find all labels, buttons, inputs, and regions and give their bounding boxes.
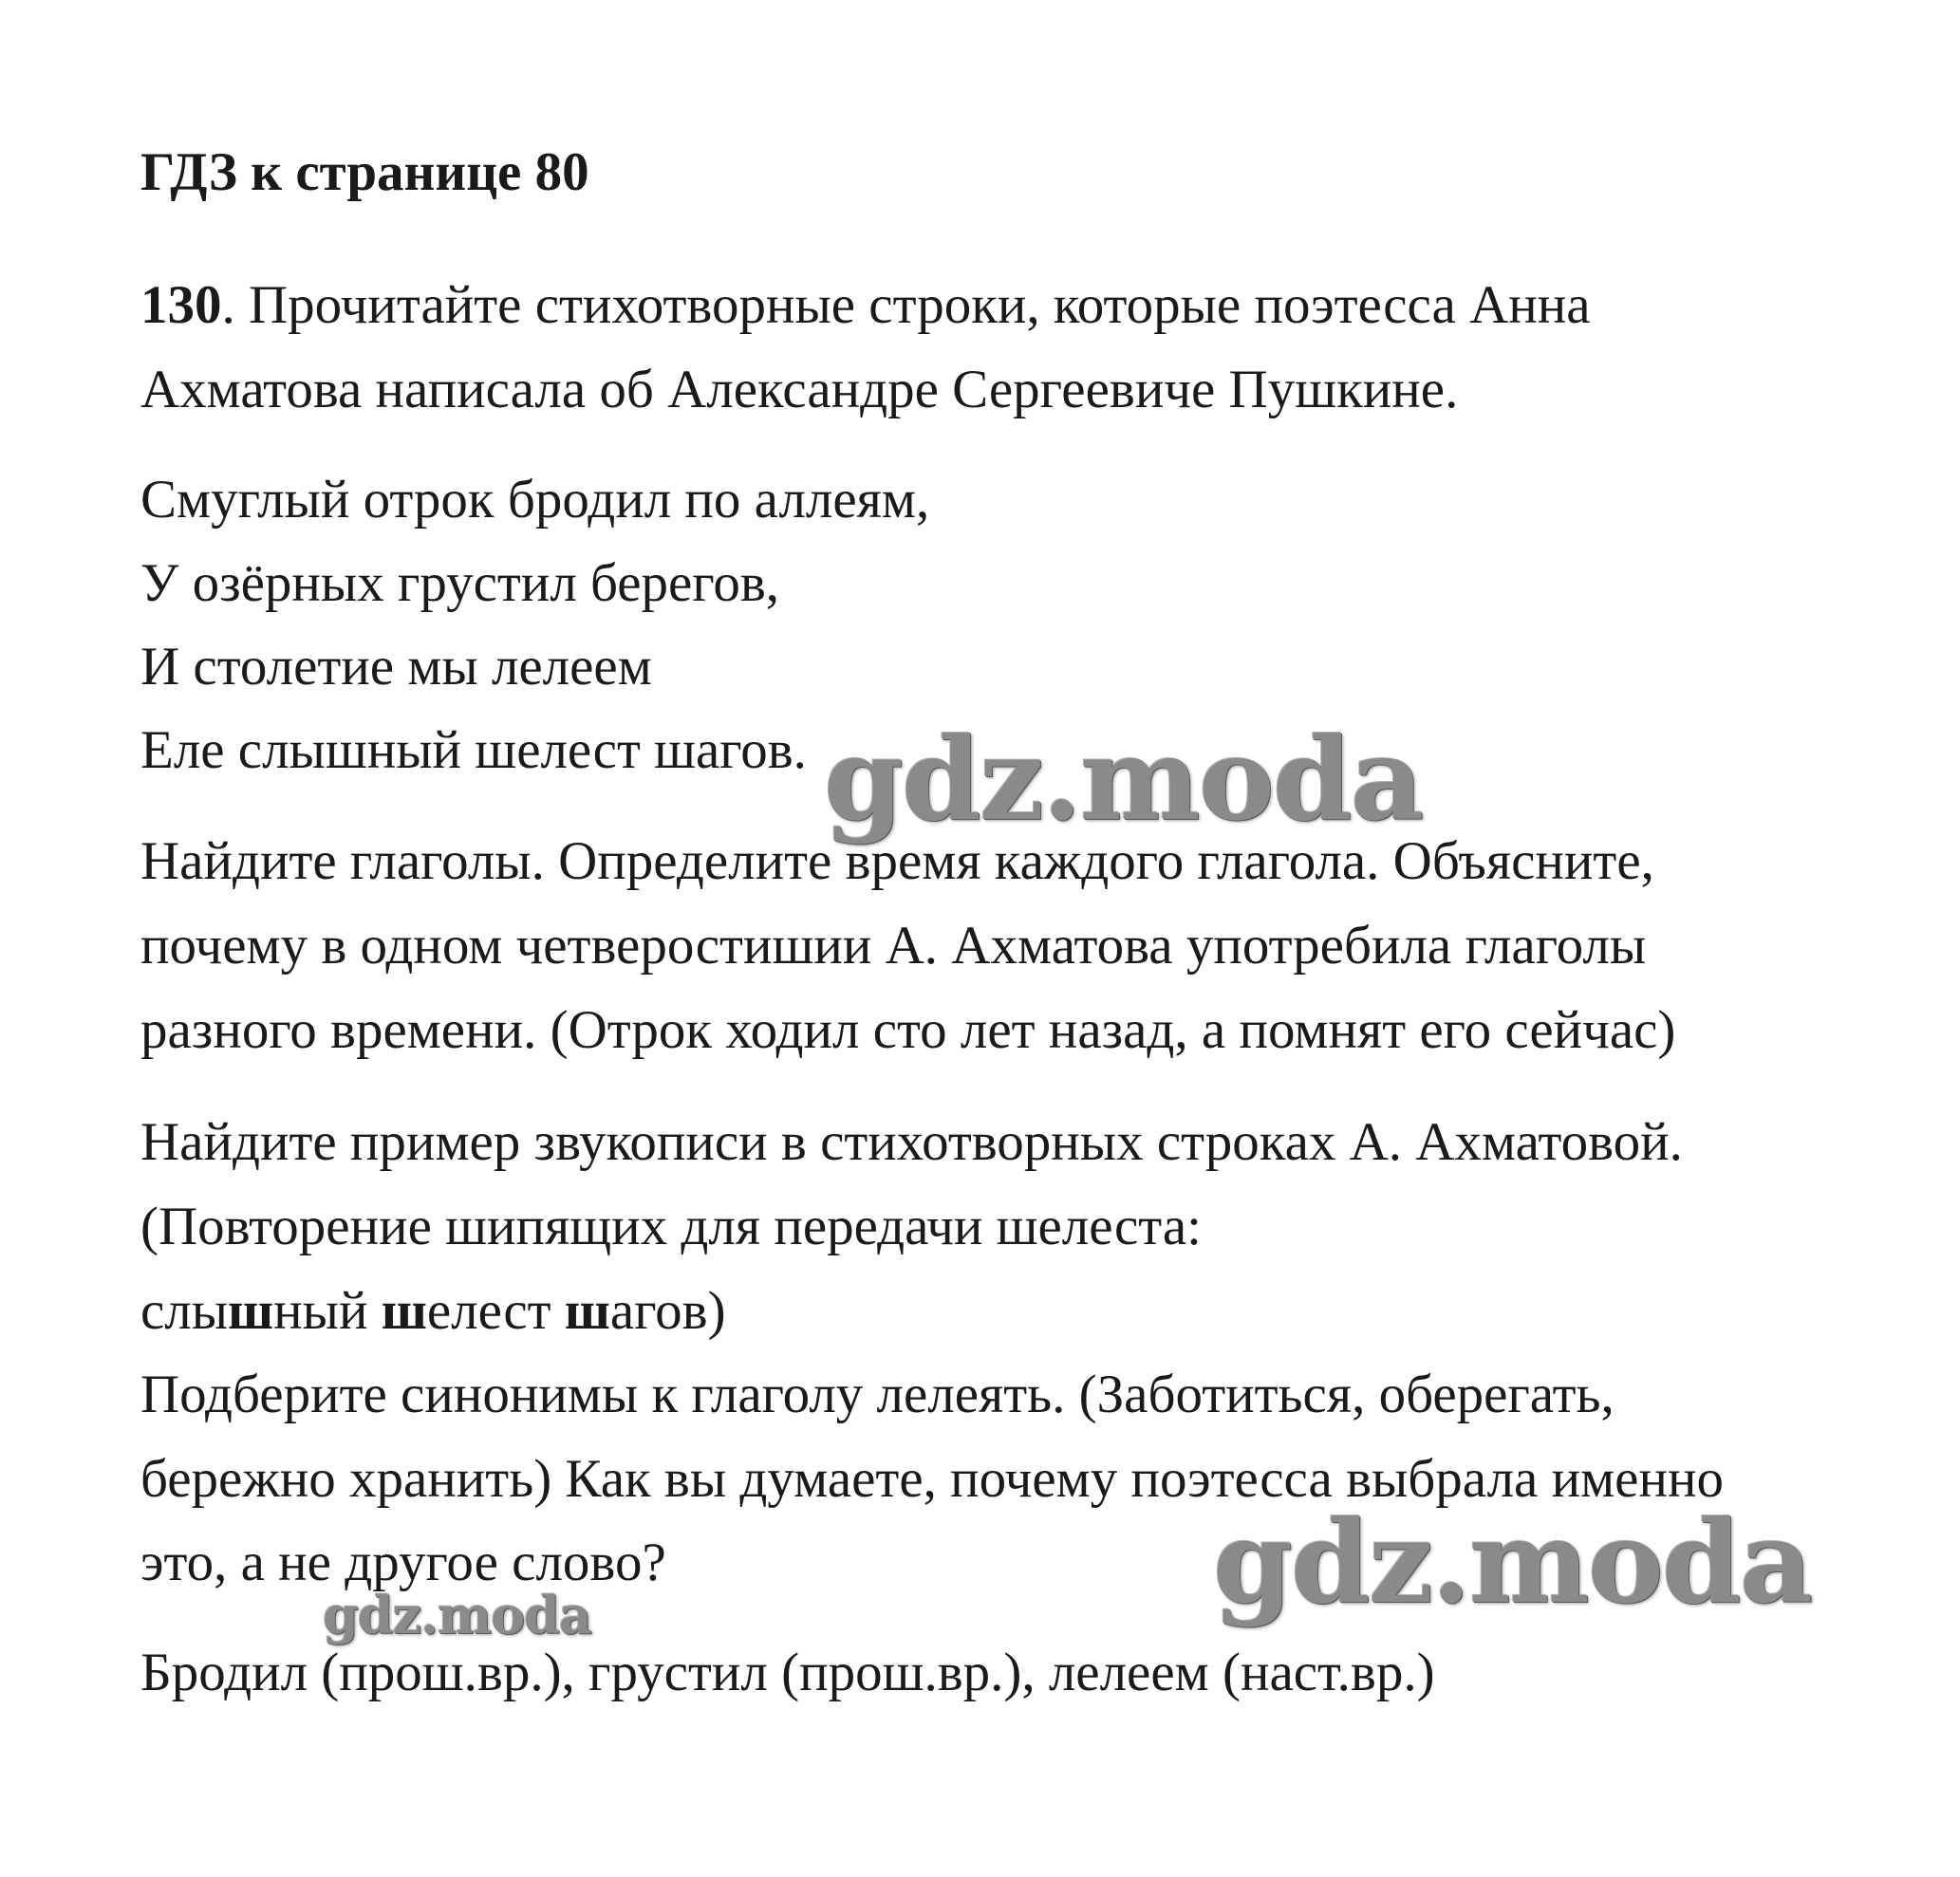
exercise-intro-line-1 <box>140 275 1591 335</box>
exercise-intro-line-2: Ахматова написала об Александре Сергеевиче Пушкине. <box>140 360 1459 419</box>
watermark-2: gdz.moda <box>1213 1496 1812 1629</box>
task2-line-1: Найдите пример звукописи в стихотворных строках А. Ахматовой. <box>140 1112 1683 1172</box>
sound-bold-3: ш <box>564 1281 610 1341</box>
sound-text-4: агов) <box>609 1281 726 1341</box>
watermark-3: gdz.moda <box>323 1585 591 1645</box>
sound-text-3: елест <box>426 1281 565 1341</box>
task1-line-3: разного времени. (Отрок ходил сто лет назад, а помнят его сейчас) <box>140 1000 1676 1060</box>
page-title: ГДЗ к странице 80 <box>140 142 589 202</box>
poem-line-4: Еле слышный шелест шагов. <box>140 720 807 780</box>
sound-bold-2: ш <box>381 1281 427 1341</box>
poem-line-2: У озёрных грустил берегов, <box>140 553 779 613</box>
task1-line-2: почему в одном четверостишии А. Ахматова употребила глаголы <box>140 916 1647 976</box>
poem-line-1: Смуглый отрок бродил по аллеям, <box>140 470 930 530</box>
exercise-intro-text-1: . Прочитайте стихотворные строки, которые поэтесса Анна <box>221 275 1591 335</box>
task2-line-3 <box>140 1281 726 1341</box>
sound-text-2: ный <box>273 1281 382 1341</box>
exercise-number: 130 <box>140 275 222 335</box>
sound-bold-1: ш <box>228 1281 274 1341</box>
sound-text-1: слы <box>140 1281 229 1341</box>
task1-line-1: Найдите глаголы. Определите время каждого глагола. Объясните, <box>140 831 1654 891</box>
task3-line-1: Подберите синонимы к глаголу лелеять. (Заботиться, оберегать, <box>140 1365 1615 1424</box>
task3-line-3: это, а не другое слово? <box>140 1533 666 1592</box>
task3-line-2: бережно хранить) Как вы думаете, почему поэтесса выбрала именно <box>140 1449 1724 1509</box>
answer-line: Бродил (прош.вр.), грустил (прош.вр.), лелеем (наст.вр.) <box>140 1643 1435 1702</box>
watermark-1: gdz.moda <box>824 713 1423 846</box>
task2-line-2: (Повторение шипящих для передачи шелеста: <box>140 1197 1203 1256</box>
poem-line-3: И столетие мы лелеем <box>140 637 652 697</box>
